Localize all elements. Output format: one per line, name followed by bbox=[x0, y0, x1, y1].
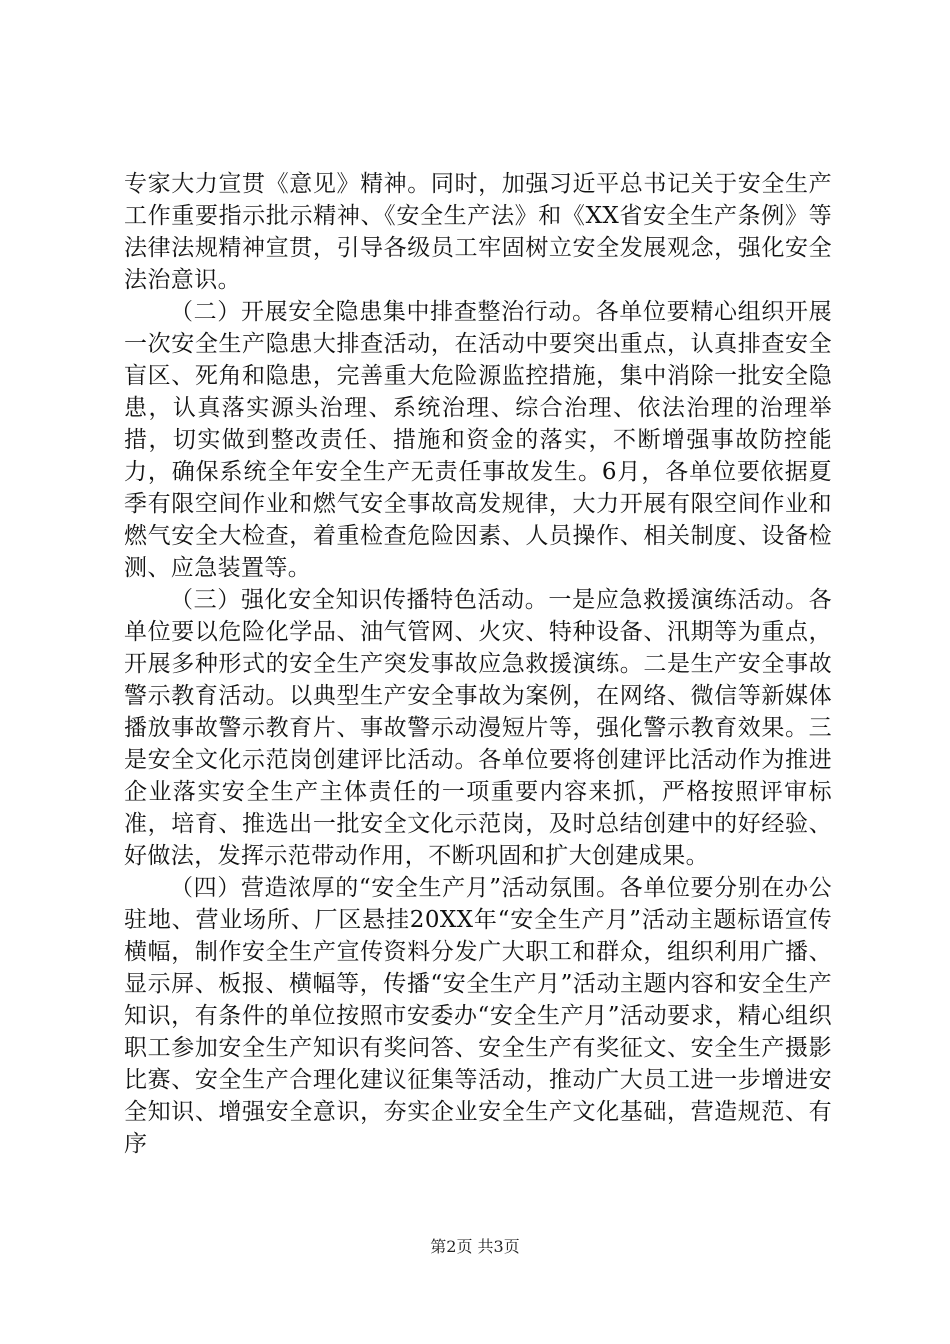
page-number-footer: 第2页 共3页 bbox=[430, 1237, 520, 1256]
paragraph-continuation: 专家大力宣贯《意见》精神。同时，加强习近平总书记关于安全生产工作重要指示批示精神、《安全生产法》和《XX省安全生产条例》等法律法规精神宣贯，引导各级员工牢固树立安全发展观念，强化安全法治意识。 bbox=[124, 171, 832, 293]
paragraph-section-3: （三）强化安全知识传播特色活动。一是应急救援演练活动。各单位要以危险化学品、油气管网、火灾、特种设备、汛期等为重点，开展多种形式的安全生产突发事故应急救援演练。二是生产安全事故警示教育活动。以典型生产安全事故为案例，在网络、微信等新媒体播放事故警示教育片、事故警示动漫短片等，强化警示教育效果。三是安全文化示范岗创建评比活动。各单位要将创建评比活动作为推进企业落实安全生产主体责任的一项重要内容来抓，严格按照评审标准，培育、推选出一批安全文化示范岗，及时总结创建中的好经验、好做法，发挥示范带动作用，不断巩固和扩大创建成果。 bbox=[124, 587, 832, 869]
document-body bbox=[124, 168, 832, 1160]
paragraph-section-2: （二）开展安全隐患集中排查整治行动。各单位要精心组织开展一次安全生产隐患大排查活动，在活动中要突出重点，认真排查安全盲区、死角和隐患，完善重大危险源监控措施，集中消除一批安全隐患，认真落实源头治理、系统治理、综合治理、依法治理的治理举措，切实做到整改责任、措施和资金的落实，不断增强事故防控能力，确保系统全年安全生产无责任事故发生。6月，各单位要依据夏季有限空间作业和燃气安全事故高发规律，大力开展有限空间作业和燃气安全大检查，着重检查危险因素、人员操作、相关制度、设备检测、应急装置等。 bbox=[124, 299, 832, 581]
paragraph-section-4: （四）营造浓厚的“安全生产月”活动氛围。各单位要分别在办公驻地、营业场所、厂区悬挂20XX年“安全生产月”活动主题标语宣传横幅，制作安全生产宣传资料分发广大职工和群众，组织利用广播、显示屏、板报、横幅等，传播“安全生产月”活动主题内容和安全生产知识，有条件的单位按照市安委办“安全生产月”活动要求，精心组织职工参加安全生产知识有奖问答、安全生产有奖征文、安全生产摄影比赛、安全生产合理化建议征集等活动，推动广大员工进一步增进安全知识、增强安全意识，夯实企业安全生产文化基础，营造规范、有序 bbox=[124, 875, 832, 1157]
